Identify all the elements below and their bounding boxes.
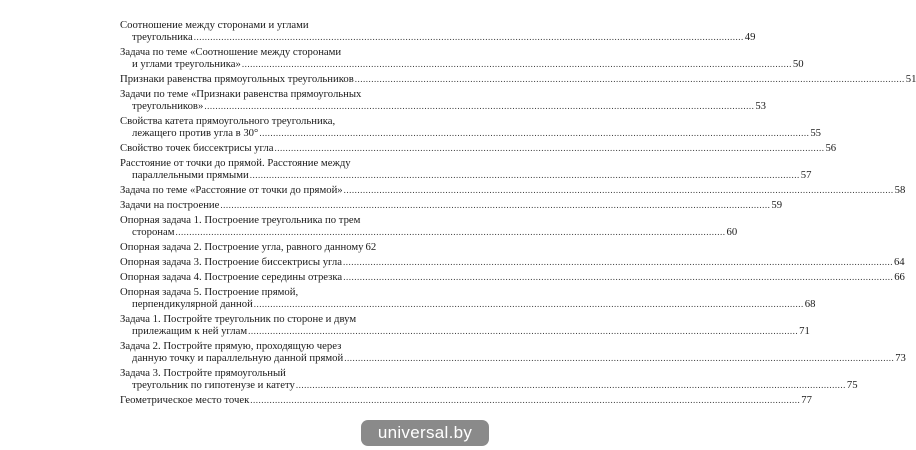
- table-of-contents: [120, 19, 916, 409]
- toc-entry-last-line: [120, 226, 738, 238]
- toc-entry-line: Задача 2. Постройте прямую, проходящую через: [120, 340, 342, 352]
- toc-entry-last-line: [120, 100, 767, 112]
- dot-leader: ........................................................................................................................................................................................................: [253, 299, 804, 309]
- toc-entry-text: лежащего против угла в 30°: [132, 127, 259, 139]
- toc-entry-text: перпендикулярной данной: [132, 298, 253, 310]
- toc-entry-last-line: [120, 73, 916, 85]
- toc-entry: [120, 73, 916, 85]
- toc-entry-text: Опорная задача 3. Построение биссектрисы угла: [120, 256, 342, 268]
- dot-leader: ........................................................................................................................................................................................................: [295, 380, 846, 390]
- toc-entry: [120, 241, 377, 253]
- toc-page-number: 60: [726, 226, 738, 238]
- toc-entry-line: Опорная задача 1. Построение треугольника по трем: [120, 214, 361, 226]
- toc-entry-last-line: [120, 127, 821, 139]
- dot-leader: ........................................................................................................................................................................................................: [193, 32, 744, 42]
- toc-entry-text: Геометрическое место точек: [120, 394, 250, 406]
- toc-entry: [120, 286, 816, 310]
- toc-entry-last-line: [120, 31, 756, 43]
- toc-page-number: 68: [804, 298, 816, 310]
- toc-entry-text: Задача по теме «Расстояние от точки до прямой»: [120, 184, 343, 196]
- dot-leader: ........................................................................................................................................................................................................: [250, 395, 801, 405]
- toc-page-number: 59: [771, 199, 783, 211]
- toc-entry-line: Опорная задача 5. Построение прямой,: [120, 286, 299, 298]
- toc-entry-line: Соотношение между сторонами и углами: [120, 19, 309, 31]
- toc-entry-text: треугольников»: [132, 100, 204, 112]
- toc-entry-text: Задачи на построение: [120, 199, 220, 211]
- toc-entry-last-line: [120, 184, 906, 196]
- toc-entry-line: Расстояние от точки до прямой. Расстояние между: [120, 157, 351, 169]
- toc-entry: [120, 46, 804, 70]
- toc-page-number: 49: [744, 31, 756, 43]
- toc-entry-last-line: [120, 379, 858, 391]
- toc-entry-text: прилежащим к ней углам: [132, 325, 248, 337]
- toc-entry: [120, 19, 756, 43]
- toc-entry: [120, 313, 810, 337]
- dot-leader: ........................................................................................................................................................................................................: [344, 353, 895, 363]
- toc-page-number: 71: [799, 325, 810, 337]
- toc-entry-last-line: [120, 58, 804, 70]
- toc-entry: [120, 115, 821, 139]
- toc-page-number: 53: [755, 100, 767, 112]
- toc-entry-text: сторонам: [132, 226, 175, 238]
- toc-entry-text: треугольник по гипотенузе и катету: [132, 379, 295, 391]
- toc-entry-last-line: [120, 352, 906, 364]
- toc-entry-last-line: [120, 142, 837, 154]
- toc-page-number: 55: [810, 127, 821, 139]
- toc-entry: [120, 199, 783, 211]
- toc-entry: [120, 394, 812, 406]
- toc-entry-text: треугольника: [132, 31, 193, 43]
- dot-leader: ........................................................................................................................................................................................................: [342, 257, 893, 267]
- toc-entry: [120, 142, 837, 154]
- toc-page-number: 66: [894, 271, 905, 283]
- dot-leader: ........................................................................................................................................................................................................: [343, 272, 894, 282]
- toc-page-number: 58: [894, 184, 906, 196]
- toc-entry: [120, 271, 905, 283]
- dot-leader: ........................................................................................................................................................................................................: [249, 170, 800, 180]
- toc-entry-last-line: [120, 169, 812, 181]
- toc-entry-last-line: [120, 241, 377, 253]
- toc-entry-text: Признаки равенства прямоугольных треугольников: [120, 73, 354, 85]
- toc-entry-text: Свойство точек биссектрисы угла: [120, 142, 274, 154]
- dot-leader: ........................................................................................................................................................................................................: [343, 185, 894, 195]
- toc-entry-last-line: [120, 298, 816, 310]
- toc-page-number: 57: [800, 169, 812, 181]
- toc-entry-line: Задача по теме «Соотношение между сторонами: [120, 46, 342, 58]
- dot-leader: ........................................................................................................................................................................................................: [220, 200, 771, 210]
- toc-page-number: 77: [801, 394, 812, 406]
- toc-entry-line: Задача 1. Постройте треугольник по стороне и двум: [120, 313, 357, 325]
- toc-entry-last-line: [120, 325, 810, 337]
- toc-entry-last-line: [120, 271, 905, 283]
- dot-leader: ........................................................................................................................................................................................................: [175, 227, 726, 237]
- toc-entry-last-line: [120, 256, 905, 268]
- toc-page-number: 62: [365, 241, 377, 253]
- toc-entry-line: Задачи по теме «Признаки равенства прямоугольных: [120, 88, 362, 100]
- dot-leader: ........................................................................................................................................................................................................: [204, 101, 755, 111]
- toc-entry: [120, 340, 906, 364]
- toc-entry-last-line: [120, 394, 812, 406]
- toc-entry-text: данную точку и параллельную данной прямой: [132, 352, 344, 364]
- toc-entry: [120, 256, 905, 268]
- toc-page-number: 73: [895, 352, 906, 364]
- dot-leader: ........................................................................................................................................................................................................: [274, 143, 825, 153]
- toc-page-number: 75: [846, 379, 858, 391]
- toc-page-number: 64: [893, 256, 905, 268]
- dot-leader: ........................................................................................................................................................................................................: [259, 128, 810, 138]
- toc-entry: [120, 184, 906, 196]
- toc-page-number: 50: [792, 58, 804, 70]
- dot-leader: ........................................................................................................................................................................................................: [248, 326, 799, 336]
- toc-page-number: 56: [825, 142, 837, 154]
- toc-entry-line: Задача 3. Постройте прямоугольный: [120, 367, 286, 379]
- toc-page-number: 51: [905, 73, 916, 85]
- toc-entry-text: Опорная задача 4. Построение середины отрезка: [120, 271, 343, 283]
- toc-entry-text: Опорная задача 2. Построение угла, равного данному: [120, 241, 364, 253]
- dot-leader: ........................................................................................................................................................................................................: [354, 74, 905, 84]
- toc-entry: [120, 157, 812, 181]
- toc-entry-text: и углами треугольника»: [132, 58, 241, 70]
- toc-entry-last-line: [120, 199, 783, 211]
- toc-entry-line: Свойства катета прямоугольного треугольника,: [120, 115, 336, 127]
- toc-entry: [120, 214, 738, 238]
- toc-entry-text: параллельными прямыми: [132, 169, 249, 181]
- watermark-logo: universal.by: [361, 420, 489, 446]
- toc-entry: [120, 88, 767, 112]
- dot-leader: ........................................................................................................................................................................................................: [241, 59, 792, 69]
- toc-entry: [120, 367, 858, 391]
